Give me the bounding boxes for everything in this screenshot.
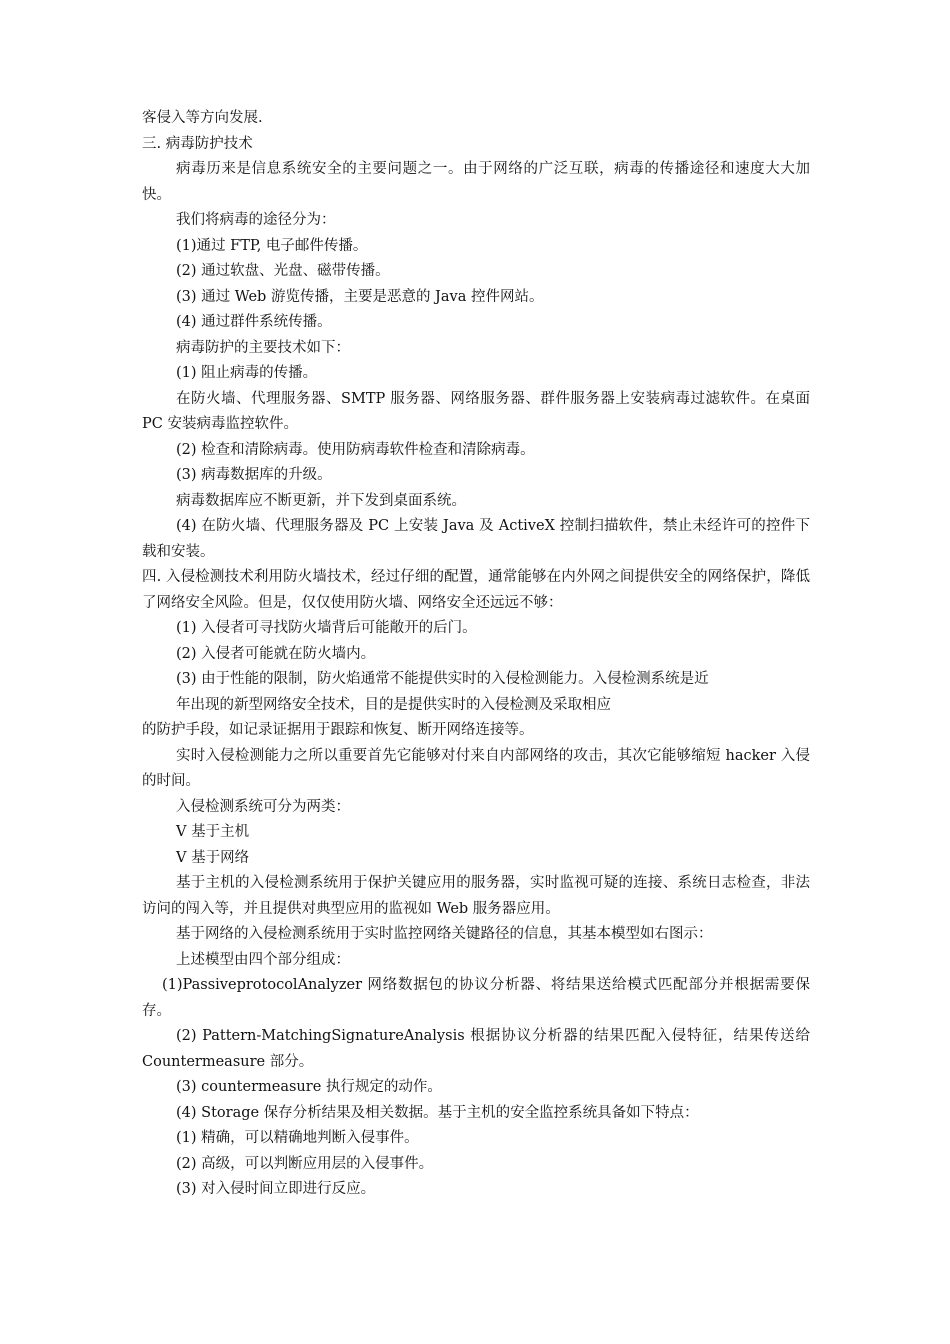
- list-item-disk-media: (2) 通过软盘、光盘、磁带传播。: [176, 263, 390, 279]
- paragraph-host-based-ids: 基于主机的入侵检测系统用于保护关键应用的服务器，实时监视可疑的连接、系统日志检查，非法访问的闯入等，并且提供对典型应用的监视如 Web 服务器应用。: [142, 875, 810, 917]
- list-item-web-browsing: (3) 通过 Web 游览传播，主要是恶意的 Java 控件网站。: [176, 288, 544, 305]
- list-item-inside-firewall: (2) 入侵者可能就在防火墙内。: [176, 645, 376, 662]
- document-body: [142, 106, 810, 1203]
- paragraph-filter-software: 在防火墙、代理服务器、SMTP 服务器、网络服务器、群件服务器上安装病毒过滤软件。在桌面 PC 安装病毒监控软件。: [142, 390, 810, 432]
- paragraph-protection-techniques-intro: 病毒防护的主要技术如下：: [176, 339, 350, 356]
- section-heading-virus-protection: 三. 病毒防护技术: [142, 135, 253, 152]
- list-item-advanced: (2) 高级，可以判断应用层的入侵事件。: [176, 1155, 434, 1172]
- list-item-immediate-response: (3) 对入侵时间立即进行反应。: [176, 1181, 376, 1197]
- text-line-continuation: 客侵入等方向发展.: [142, 110, 263, 126]
- paragraph-model-components: 上述模型由四个部分组成：: [176, 951, 350, 968]
- list-item-groupware: (4) 通过群件系统传播。: [176, 314, 332, 330]
- list-item-storage: (4) Storage 保存分析结果及相关数据。基于主机的安全监控系统具备如下特点：: [176, 1104, 699, 1121]
- paragraph-virus-channels-intro: 我们将病毒的途径分为：: [176, 212, 336, 228]
- paragraph-database-update: 病毒数据库应不断更新，并下发到桌面系统。: [176, 492, 466, 509]
- list-item-performance-limit: (3) 由于性能的限制，防火焰通常不能提供实时的入侵检测能力。入侵检测系统是近: [176, 671, 709, 687]
- paragraph-virus-intro: 病毒历来是信息系统安全的主要问题之一。由于网络的广泛互联，病毒的传播途径和速度大大加快。: [142, 161, 810, 203]
- text-line-new-technology: 年出现的新型网络安全技术，目的是提供实时的入侵检测及采取相应: [176, 696, 611, 713]
- list-item-accurate: (1) 精确，可以精确地判断入侵事件。: [176, 1130, 419, 1146]
- list-item-protocol-analyzer: (1)PassiveprotocolAnalyzer 网络数据包的协议分析器、将结果送给模式匹配部分并根据需要保存。: [142, 977, 810, 1019]
- list-item-countermeasure: (3) countermeasure 执行规定的动作。: [176, 1079, 442, 1095]
- text-line-protection-means: 的防护手段，如记录证据用于跟踪和恢复、断开网络连接等。: [142, 722, 534, 738]
- list-item-ftp-email: (1)通过 FTP, 电子邮件传播。: [176, 237, 368, 254]
- list-item-block-spread: (1) 阻止病毒的传播。: [176, 365, 318, 381]
- list-item-java-activex-scan: (4) 在防火墙、代理服务器及 PC 上安装 Java 及 ActiveX 控制扫描软件，禁止未经许可的控件下载和安装。: [142, 518, 810, 560]
- paragraph-network-based-ids: 基于网络的入侵检测系统用于实时监控网络关键路径的信息，其基本模型如右图示：: [176, 926, 713, 942]
- paragraph-ids-categories: 入侵检测系统可分为两类：: [176, 798, 350, 815]
- list-item-pattern-matching: (2) Pattern-MatchingSignatureAnalysis 根据协议分析器的结果匹配入侵特征，结果传送给 Countermeasure 部分。: [142, 1028, 810, 1070]
- list-item-detect-clean: (2) 检查和清除病毒。使用防病毒软件检查和清除病毒。: [176, 441, 535, 458]
- section-intrusion-detection-intro: 四. 入侵检测技术利用防火墙技术，经过仔细的配置，通常能够在内外网之间提供安全的网络保护，降低了网络安全风险。但是，仅仅使用防火墙、网络安全还远远不够：: [142, 569, 810, 611]
- list-item-database-upgrade: (3) 病毒数据库的升级。: [176, 467, 332, 483]
- list-item-network-based: V 基于网络: [176, 849, 250, 866]
- paragraph-realtime-detection: 实时入侵检测能力之所以重要首先它能够对付来自内部网络的攻击，其次它能够缩短 hacker 入侵的时间。: [142, 747, 810, 789]
- list-item-backdoor: (1) 入侵者可寻找防火墙背后可能敞开的后门。: [176, 620, 477, 636]
- list-item-host-based: V 基于主机: [176, 824, 250, 840]
